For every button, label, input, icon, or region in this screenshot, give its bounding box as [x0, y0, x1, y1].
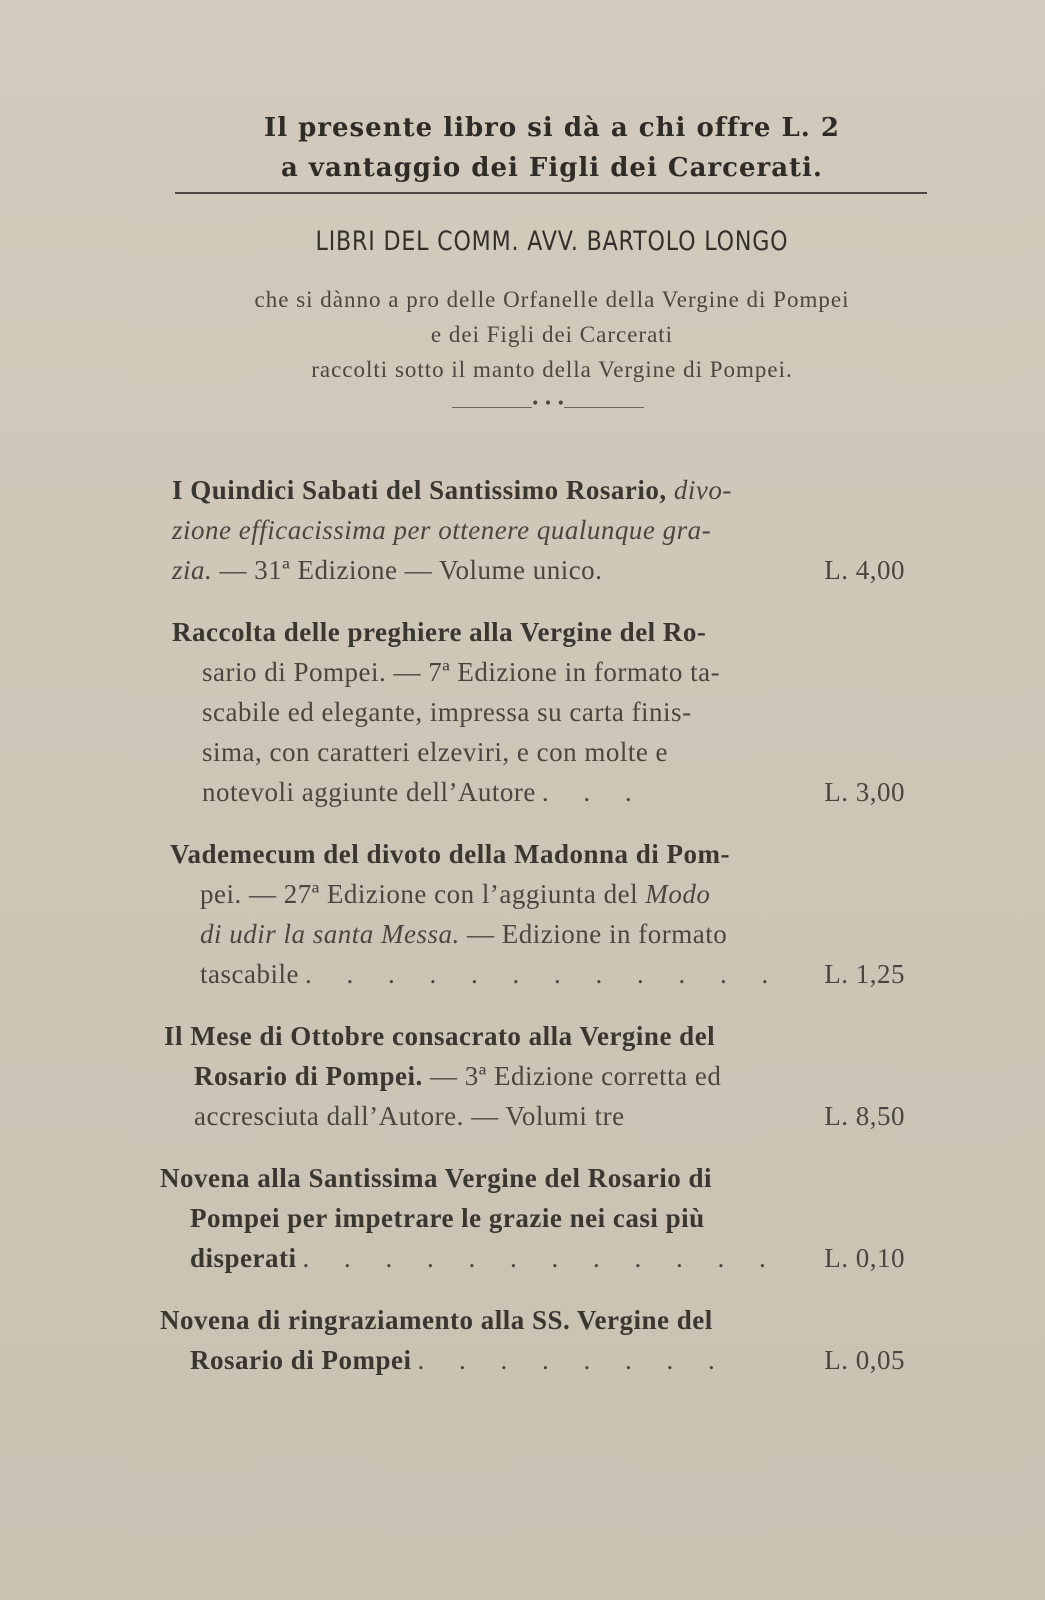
- book-list: [160, 470, 905, 1402]
- book-entry-quindici-sabati: [160, 470, 905, 590]
- entry-title: disperati: [190, 1243, 297, 1273]
- offer-notice-line-2: a vantaggio dei Figli dei Carcerati.: [281, 153, 823, 183]
- catalog-title: LIBRI DEL COMM. AVV. BARTOLO LONGO: [315, 226, 789, 257]
- entry-text: accresciuta dall’Autore. — Volumi tre: [194, 1101, 625, 1131]
- book-entry-mese-ottobre: [160, 1016, 905, 1136]
- entry-title: Novena alla Santissima Vergine del Rosario di: [160, 1163, 713, 1193]
- entry-title: Novena di ringraziamento alla SS. Vergine del: [160, 1305, 713, 1335]
- subtitle-line-2: e dei Figli dei Carcerati: [430, 322, 674, 347]
- entry-title: Rosario di Pompei.: [194, 1061, 423, 1091]
- entry-text: scabile ed elegante, impressa su carta finis-: [202, 697, 692, 727]
- offer-notice-line-1: Il presente libro si dà a chi offre L. 2: [264, 113, 840, 143]
- entry-text: sario di Pompei. — 7ª Edizione in formato ta-: [202, 657, 721, 687]
- entry-text: sima, con caratteri elzeviri, e con molte e: [202, 737, 669, 767]
- entry-title: I Quindici Sabati del Santissimo Rosario,: [172, 475, 667, 505]
- book-entry-raccolta-preghiere: [160, 612, 905, 812]
- dot-leader: . . . . . . . . . . . .: [304, 959, 783, 989]
- entry-text: zione efficacissima per ottenere qualunque gra-: [172, 515, 712, 545]
- entry-text: — 3ª Edizione corretta ed: [430, 1061, 722, 1091]
- entry-title: Raccolta delle preghiere alla Vergine del Ro-: [172, 617, 707, 647]
- ornament-divider: [452, 396, 644, 414]
- catalog-subtitle: [172, 282, 932, 387]
- entry-title: Rosario di Pompei: [190, 1345, 412, 1375]
- entry-text: Modo: [645, 879, 711, 909]
- entry-text: zia.: [172, 555, 213, 585]
- dot-leader: . . . . . . . . . . . .: [302, 1243, 780, 1273]
- entry-text: tascabile: [200, 959, 299, 989]
- entry-text: — 31ª Edizione — Volume unico.: [219, 555, 603, 585]
- entry-text: pei. — 27ª Edizione con l’aggiunta del: [200, 879, 639, 909]
- book-entry-vademecum: [160, 834, 905, 994]
- entry-price: L. 4,00: [824, 555, 905, 585]
- entry-title: Vademecum del divoto della Madonna di Pom-: [170, 839, 731, 869]
- book-entry-novena-ringraziamento: [160, 1300, 905, 1380]
- entry-title: Pompei per impetrare le grazie nei casi più: [190, 1203, 705, 1233]
- entry-text: di udir la santa Messa.: [200, 919, 460, 949]
- offer-notice: [172, 108, 932, 188]
- subtitle-line-1: che si dànno a pro delle Orfanelle della Vergine di Pompei: [254, 287, 850, 312]
- entry-price: L. 0,10: [824, 1243, 905, 1273]
- entry-price: L. 0,05: [824, 1345, 905, 1375]
- subtitle-line-3: raccolti sotto il manto della Vergine di Pompei.: [311, 357, 793, 382]
- ornament-dots: • • •: [531, 396, 565, 412]
- dot-leader: . . . . . . . .: [417, 1345, 729, 1375]
- entry-title: Il Mese di Ottobre consacrato alla Vergine del: [164, 1021, 716, 1051]
- entry-text: divo-: [673, 475, 732, 505]
- entry-text: — Edizione in formato: [467, 919, 728, 949]
- entry-price: L. 1,25: [824, 959, 905, 989]
- entry-price: L. 3,00: [824, 777, 905, 807]
- entry-text: notevoli aggiunte dell’Autore: [202, 777, 536, 807]
- dot-leader: . . .: [541, 777, 646, 807]
- divider-rule: [175, 192, 927, 194]
- book-entry-novena-santissima: [160, 1158, 905, 1278]
- entry-price: L. 8,50: [824, 1101, 905, 1131]
